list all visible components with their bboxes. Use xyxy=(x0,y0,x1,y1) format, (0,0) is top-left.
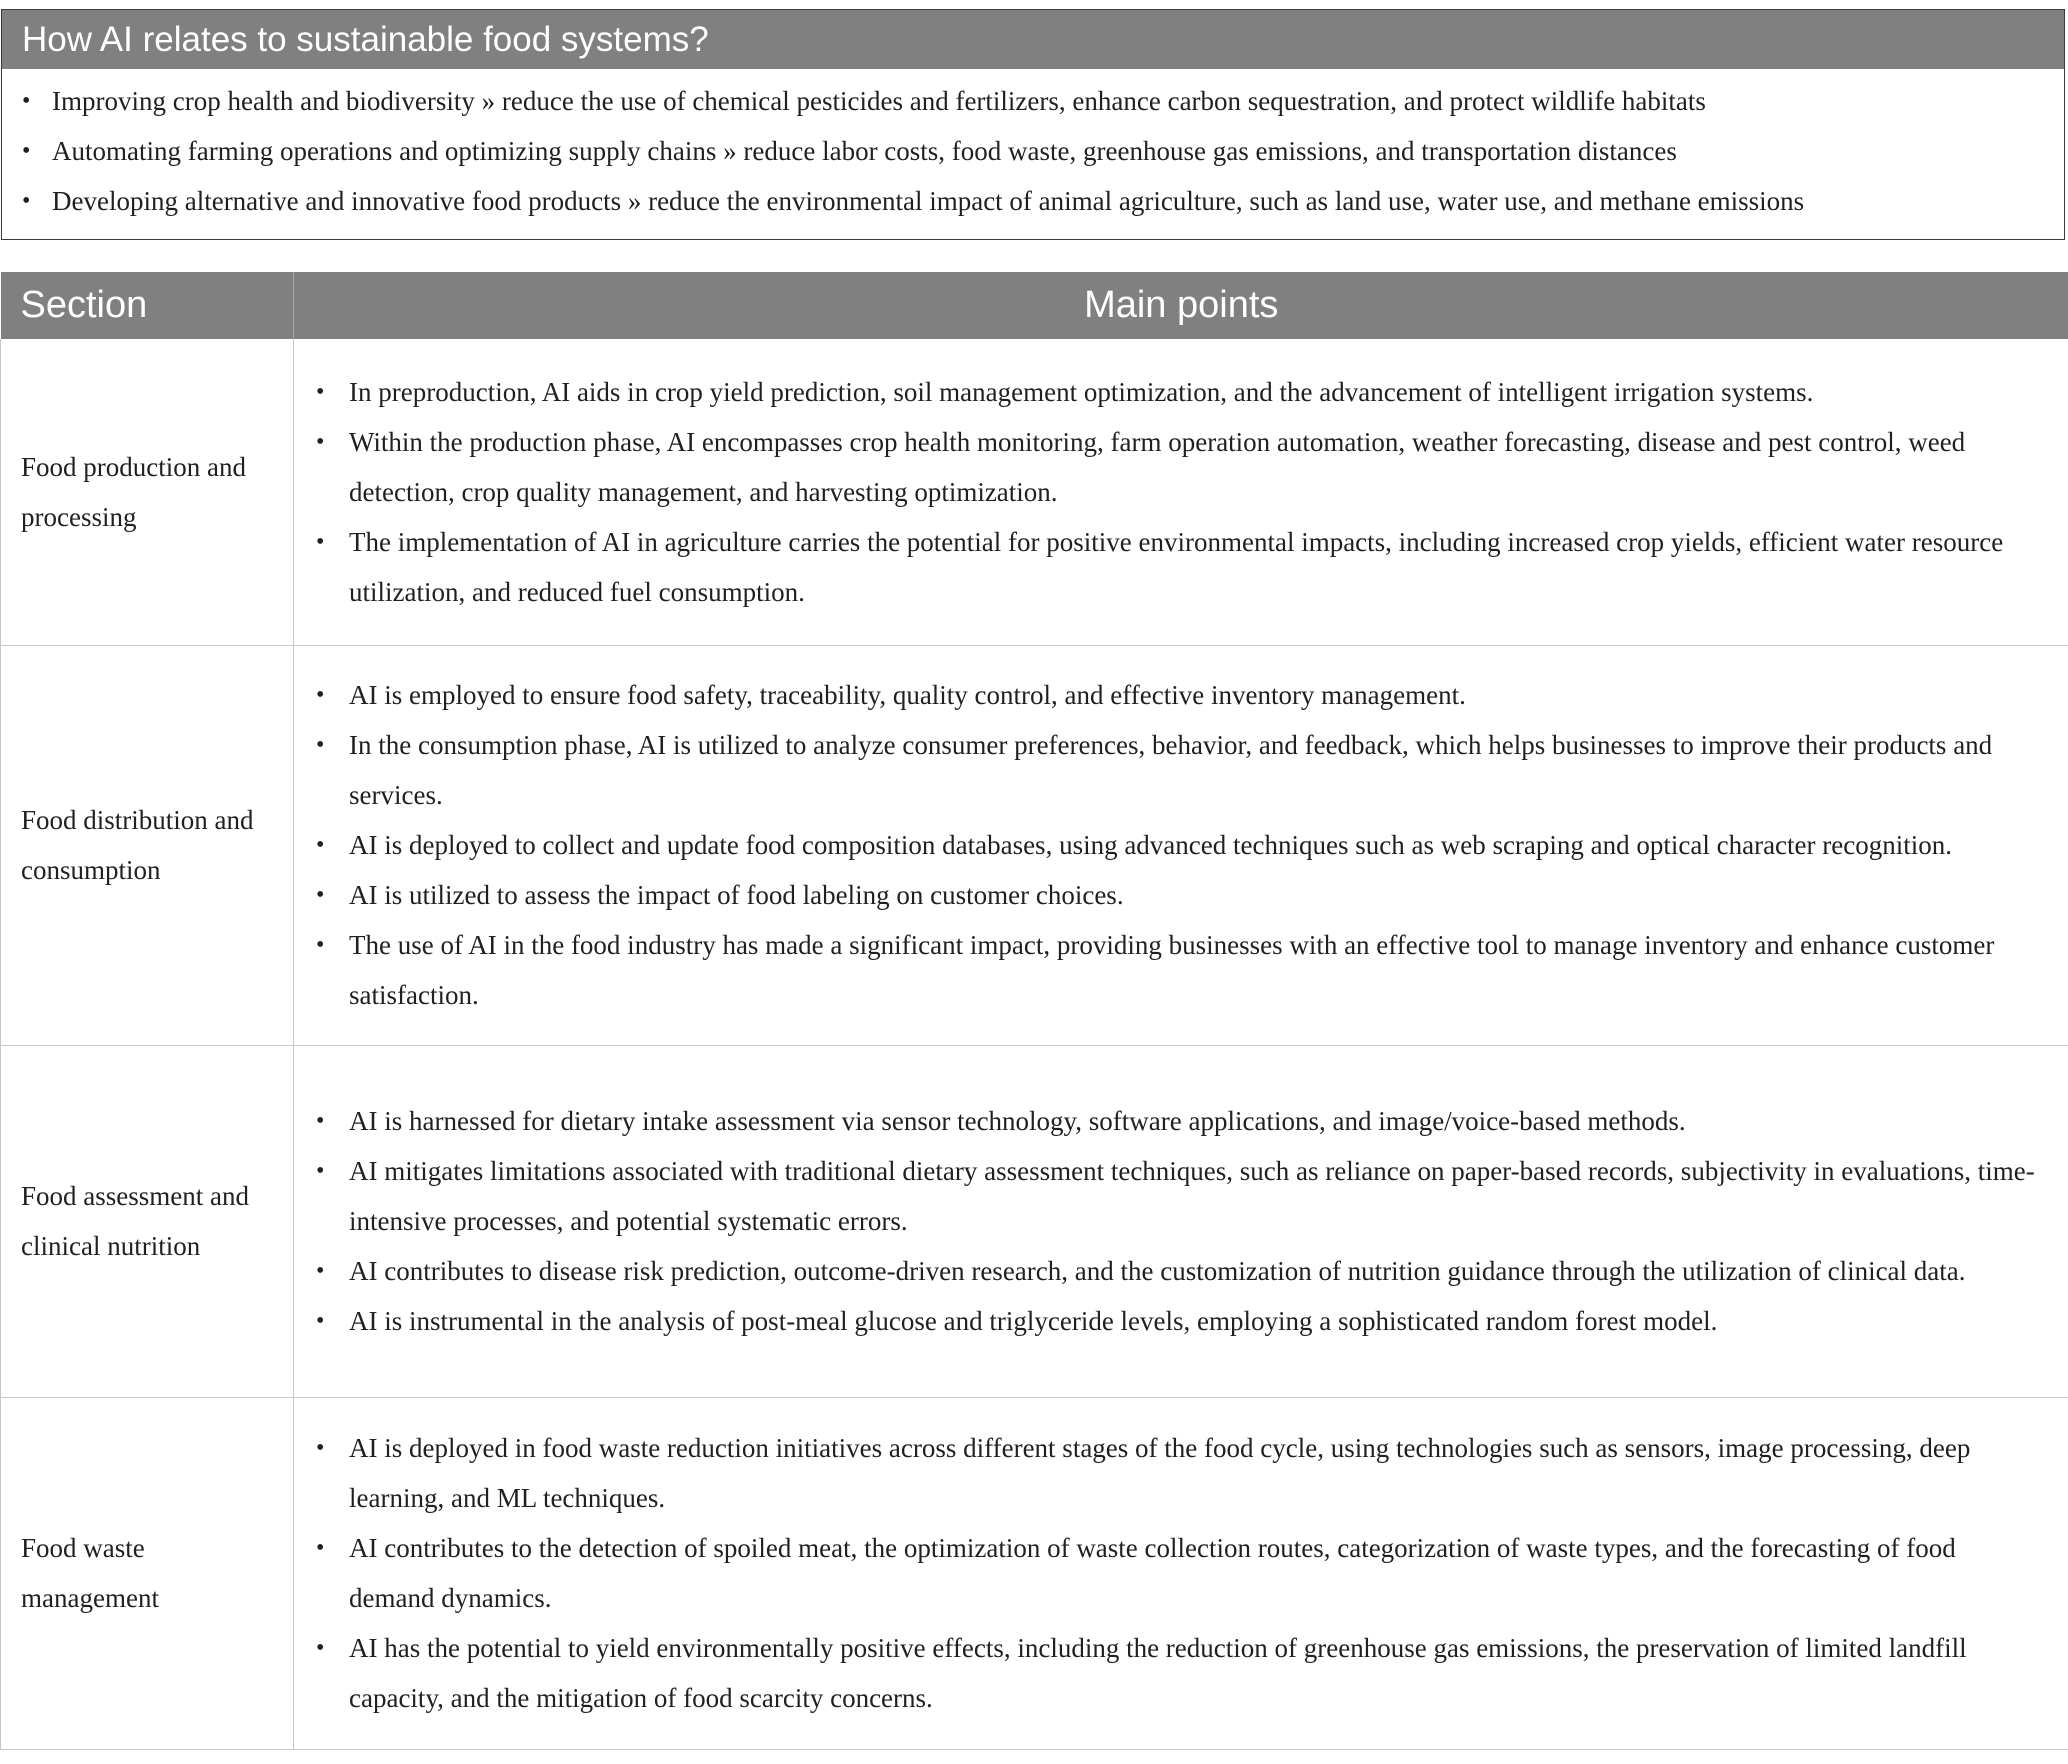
points-list xyxy=(294,1423,2056,1723)
list-item xyxy=(294,1423,2056,1523)
point-text: The use of AI in the food industry has made a significant impact, providing businesses with an effective tool to manage inventory and enhance customer satisfaction. xyxy=(349,930,1995,1010)
list-item xyxy=(294,1523,2056,1623)
bullet-icon: • xyxy=(316,1435,325,1461)
points-cell xyxy=(294,339,2068,645)
list-item xyxy=(294,1623,2056,1723)
table-row xyxy=(1,1045,2068,1397)
bullet-icon: • xyxy=(316,832,325,858)
bullet-icon: • xyxy=(316,1258,325,1284)
bullet-icon: • xyxy=(316,1108,325,1134)
point-text: AI contributes to the detection of spoiled meat, the optimization of waste collection routes, categorization of waste types, and the forecasting of food demand dynamics. xyxy=(349,1533,1956,1613)
points-cell xyxy=(294,1045,2068,1397)
list-item xyxy=(294,720,2056,820)
list-item xyxy=(294,870,2056,920)
list-item xyxy=(294,920,2056,1020)
points-cell xyxy=(294,1397,2068,1749)
point-text: In the consumption phase, AI is utilized to analyze consumer preferences, behavior, and feedback, which helps businesses to improve their products and services. xyxy=(349,730,1993,810)
point-text: AI is employed to ensure food safety, traceability, quality control, and effective inventory management. xyxy=(349,680,1466,710)
section-cell: Food assessment and clinical nutrition xyxy=(1,1045,294,1397)
bullet-icon: • xyxy=(316,882,325,908)
point-text: AI is deployed to collect and update food composition databases, using advanced techniques such as web scraping and optical character recognition. xyxy=(349,830,1952,860)
list-item xyxy=(294,1296,2056,1346)
summary-box xyxy=(1,9,2065,240)
section-cell: Food production and processing xyxy=(1,339,294,645)
list-item xyxy=(294,1096,2056,1146)
summary-item-text: Improving crop health and biodiversity » reduce the use of chemical pesticides and fertilizers, enhance carbon sequestration, and protect wildlife habitats xyxy=(52,86,1706,116)
point-text: AI is deployed in food waste reduction initiatives across different stages of the food cycle, using technologies such as sensors, image processing, deep learning, and ML techniques. xyxy=(349,1433,1971,1513)
bullet-icon: • xyxy=(316,1535,325,1561)
point-text: AI mitigates limitations associated with traditional dietary assessment techniques, such as reliance on paper-based records, subjectivity in evaluations, time-intensive processes, and potential systematic errors. xyxy=(349,1156,2035,1236)
table-row xyxy=(1,1397,2068,1749)
point-text: AI has the potential to yield environmentally positive effects, including the reduction of greenhouse gas emissions, the preservation of limited landfill capacity, and the mitigation of food scarcity concerns. xyxy=(349,1633,1967,1713)
point-text: AI is utilized to assess the impact of food labeling on customer choices. xyxy=(349,880,1124,910)
points-cell xyxy=(294,645,2068,1045)
main-points-table xyxy=(0,272,2068,1750)
summary-item-text: Automating farming operations and optimizing supply chains » reduce labor costs, food waste, greenhouse gas emissions, and transportation distances xyxy=(52,136,1677,166)
list-item xyxy=(294,417,2056,517)
bullet-icon: • xyxy=(316,932,325,958)
table-header-row xyxy=(1,272,2068,339)
bullet-icon: • xyxy=(316,528,325,555)
table-row xyxy=(1,645,2068,1045)
section-cell: Food waste management xyxy=(1,1397,294,1749)
point-text: In preproduction, AI aids in crop yield prediction, soil management optimization, and the advancement of intelligent irrigation systems. xyxy=(349,376,1814,407)
bullet-icon: • xyxy=(316,732,325,758)
point-text: The implementation of AI in agriculture carries the potential for positive environmental impacts, including increased crop yields, efficient water resource utilization, and reduced fuel consumption. xyxy=(349,526,2004,607)
point-text: Within the production phase, AI encompasses crop health monitoring, farm operation automation, weather forecasting, disease and pest control, weed detection, crop quality management, and harvesting optimization. xyxy=(349,426,1966,507)
section-cell: Food distribution and consumption xyxy=(1,645,294,1045)
header-section: Section xyxy=(1,272,294,339)
summary-list xyxy=(2,76,2064,226)
list-item xyxy=(294,820,2056,870)
points-list xyxy=(294,1096,2056,1346)
bullet-icon: • xyxy=(22,188,31,214)
table-row xyxy=(1,339,2068,645)
point-text: AI contributes to disease risk prediction, outcome-driven research, and the customization of nutrition guidance through the utilization of clinical data. xyxy=(349,1256,1966,1286)
bullet-icon: • xyxy=(22,138,31,164)
list-item xyxy=(294,670,2056,720)
bullet-icon: • xyxy=(316,378,325,405)
list-item xyxy=(294,367,2056,417)
point-text: AI is harnessed for dietary intake assessment via sensor technology, software applications, and image/voice-based methods. xyxy=(349,1106,1686,1136)
bullet-icon: • xyxy=(316,428,325,455)
summary-item xyxy=(2,76,2064,126)
points-list xyxy=(294,670,2056,1020)
bullet-icon: • xyxy=(316,1635,325,1661)
bullet-icon: • xyxy=(316,1308,325,1334)
list-item xyxy=(294,517,2056,617)
bullet-icon: • xyxy=(316,682,325,708)
header-main-points: Main points xyxy=(294,272,2068,339)
list-item xyxy=(294,1146,2056,1246)
summary-item-text: Developing alternative and innovative food products » reduce the environmental impact of animal agriculture, such as land use, water use, and methane emissions xyxy=(52,186,1805,216)
points-list xyxy=(294,367,2056,617)
summary-item xyxy=(2,176,2064,226)
list-item xyxy=(294,1246,2056,1296)
summary-item xyxy=(2,126,2064,176)
bullet-icon: • xyxy=(316,1158,325,1184)
point-text: AI is instrumental in the analysis of post-meal glucose and triglyceride levels, employing a sophisticated random forest model. xyxy=(349,1306,1718,1336)
bullet-icon: • xyxy=(22,88,31,114)
summary-title: How AI relates to sustainable food systems? xyxy=(2,10,2064,69)
